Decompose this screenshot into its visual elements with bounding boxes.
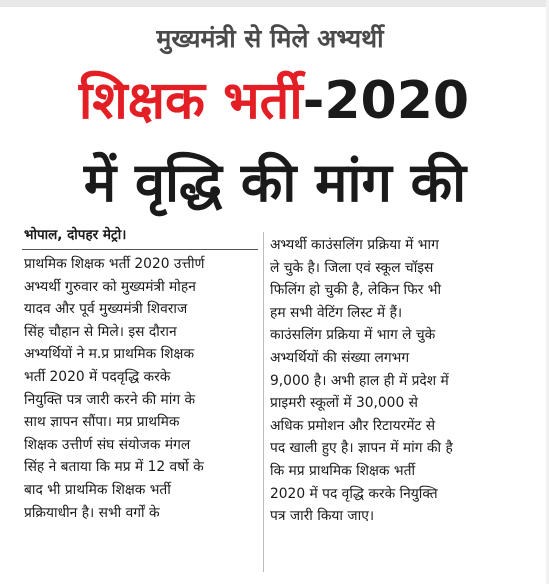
body-line: अभ्यर्थियों ने म.प्र प्राथमिक शिक्षक: [24, 346, 195, 363]
top-strip: [0, 0, 549, 7]
body-line: अभ्यर्थी गुरुवार को मुख्यमंत्री मोहन: [24, 278, 196, 295]
body-line: सिंह चौहान से मिले। इस दौरान: [24, 323, 177, 340]
body-line: फिलिंग हो चुकी है, लेकिन फिर भी: [270, 282, 442, 299]
article-body-left-column: [24, 253, 258, 524]
headline-line-2: में वृद्धि की मांग की: [83, 151, 467, 214]
column-divider: [263, 232, 264, 572]
body-line: यादव और पूर्व मुख्यमंत्री शिवराज: [24, 301, 188, 318]
body-line: सिंह ने बताया कि मप्र में 12 वर्षो के: [24, 459, 204, 476]
dateline: भोपाल, दोपहर मेट्रो।: [24, 227, 127, 243]
body-line: भर्ती 2020 में पदवृद्धि करके: [24, 368, 171, 385]
body-line: पत्र जारी किया जाए।: [270, 508, 375, 525]
body-line: साथ ज्ञापन सौंपा। मप्र प्राथमिक: [24, 414, 180, 431]
headline-year-text: -2020: [302, 71, 470, 131]
body-line: प्राइमरी स्कूलों में 30,000 से: [270, 395, 418, 412]
body-line: अधिक प्रमोशन और रिटायरमेंट से: [270, 417, 436, 434]
body-line: कि मप्र प्राथमिक शिक्षक भर्ती: [270, 462, 416, 479]
article-kicker: मुख्यमंत्री से मिले अभ्यर्थी: [156, 24, 384, 53]
body-line: नियुक्ति पत्र जारी करने की मांग के: [24, 391, 196, 408]
dateline-rule: [22, 249, 258, 250]
headline-line-1: [24, 68, 524, 134]
body-line: पद खाली हुए है। ज्ञापन में मांग की है: [270, 440, 453, 457]
body-line: काउंसलिंग प्रक्रिया में भाग ले चुके: [270, 327, 436, 344]
body-line: प्राथमिक शिक्षक भर्ती 2020 उत्तीर्ण: [24, 256, 205, 272]
body-line: अभ्यर्थियों की संख्या लगभग: [270, 349, 410, 366]
body-line: प्रक्रियाधीन है। सभी वर्गों के: [24, 504, 160, 521]
body-line: 2020 में पद वृद्धि करके नियुक्ति: [270, 485, 438, 502]
article-body-right-column: [270, 234, 532, 528]
body-line: हम सभी वेटिंग लिस्ट में हैं।: [270, 304, 403, 321]
headline-red-text: शिक्षक भर्ती: [78, 71, 303, 131]
body-line: अभ्यर्थी काउंसलिंग प्रक्रिया में भाग: [270, 237, 439, 253]
body-line: शिक्षक उत्तीर्ण संघ संयोजक मंगल: [24, 436, 191, 453]
body-line: ले चुके है। जिला एवं स्कूल चॉइस: [270, 259, 434, 276]
body-line: 9,000 है। अभी हाल ही में प्रदेश में: [270, 372, 449, 389]
body-line: बाद भी प्राथमिक शिक्षक भर्ती: [24, 481, 171, 498]
